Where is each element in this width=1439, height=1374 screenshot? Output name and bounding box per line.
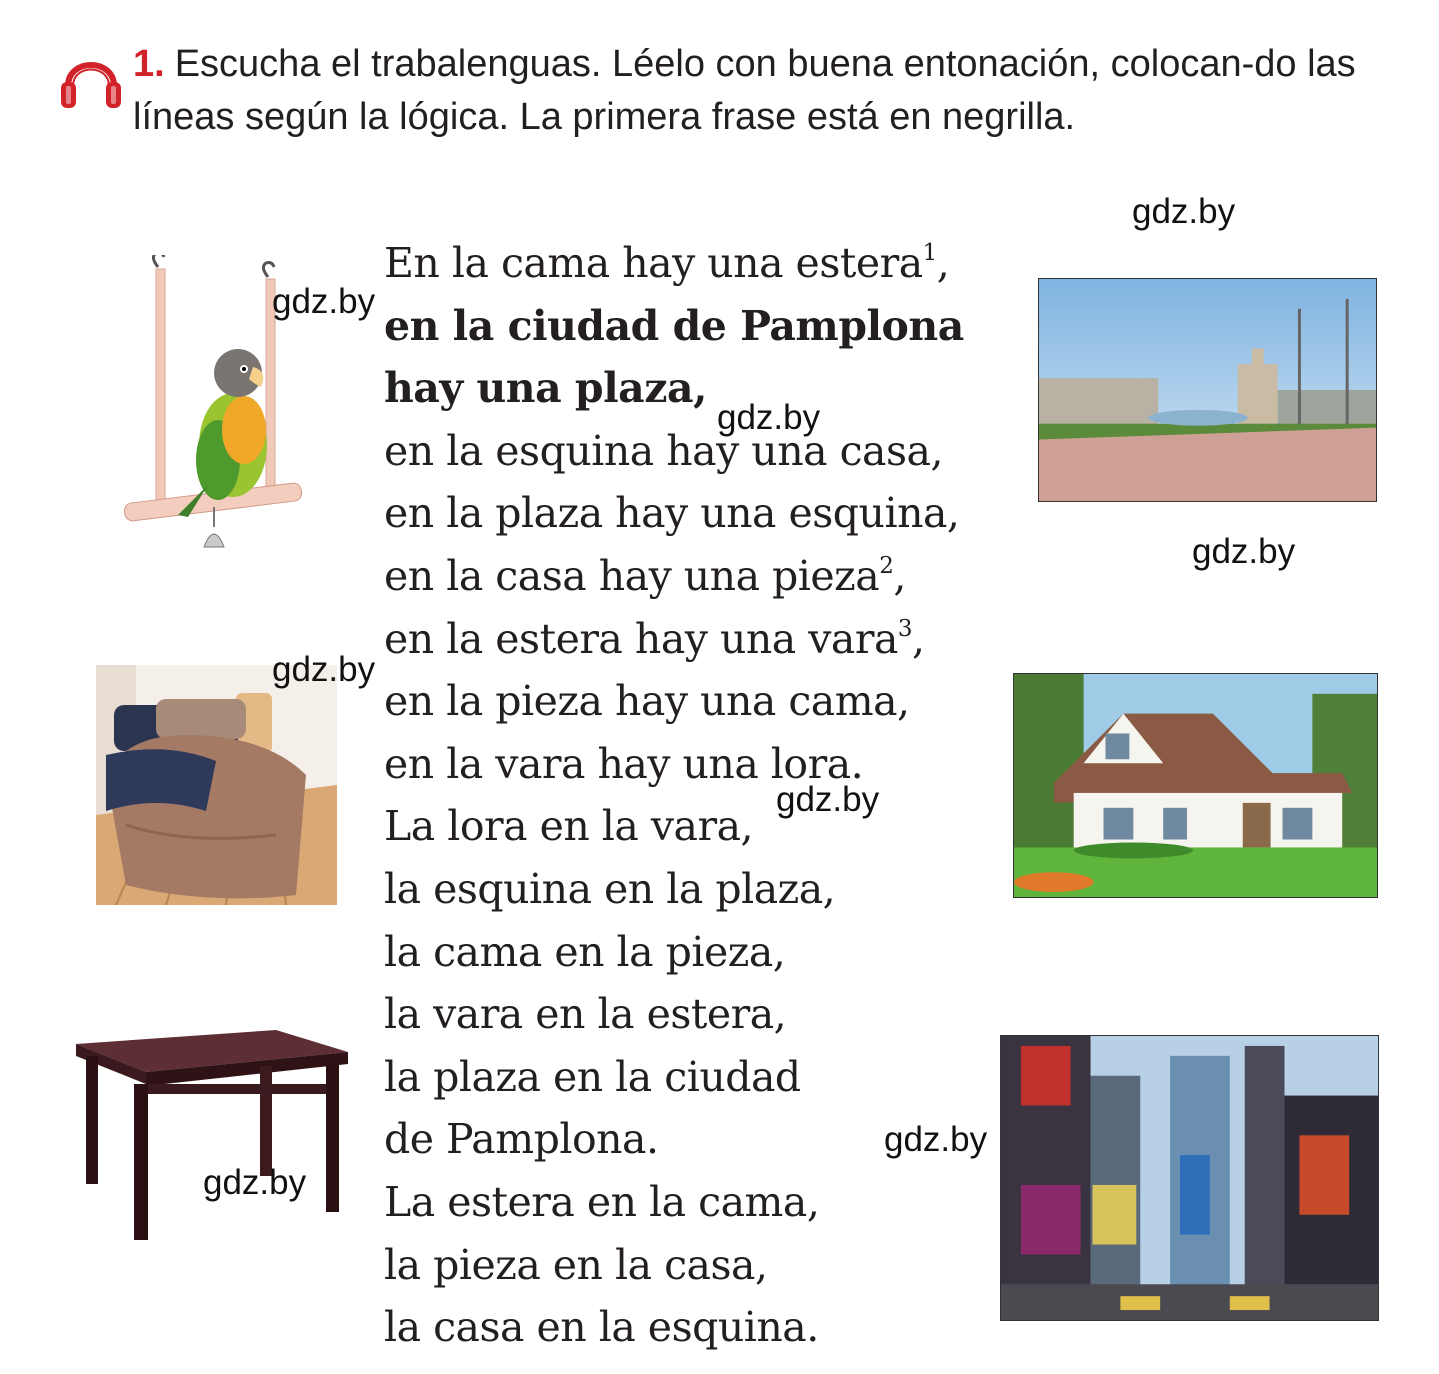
tongue-twister-poem	[384, 232, 1024, 1359]
poem-line	[384, 1296, 1024, 1359]
poem-line-text: la vara en la estera,	[384, 990, 787, 1039]
poem-line-text: la casa en la esquina.	[384, 1303, 819, 1352]
poem-line	[384, 733, 1024, 796]
poem-line	[384, 670, 1024, 733]
poem-line-text: En la cama hay una estera	[384, 239, 923, 287]
poem-line	[384, 232, 1024, 295]
poem-line	[384, 357, 1024, 420]
poem-line-punctuation: ,	[912, 614, 925, 663]
poem-line	[384, 420, 1024, 483]
poem-line-text: la cama en la pieza,	[384, 927, 786, 976]
poem-line-text: en la casa hay una pieza	[384, 551, 880, 600]
poem-line-text: en la ciudad de Pamplona	[384, 301, 964, 350]
watermark: gdz.by	[1192, 532, 1296, 571]
task-instruction	[133, 38, 1393, 144]
watermark: gdz.by	[272, 282, 376, 321]
poem-line-text: la pieza en la casa,	[384, 1240, 768, 1289]
poem-line-text: en la estera hay una vara	[384, 614, 898, 663]
watermark: gdz.by	[272, 650, 376, 689]
poem-line-text: en la esquina hay una casa,	[384, 426, 943, 475]
watermark: gdz.by	[884, 1120, 988, 1159]
watermark: gdz.by	[776, 780, 880, 819]
footnote-marker: 1	[922, 240, 937, 266]
bed-image	[96, 665, 337, 905]
poem-line-text: en la plaza hay una esquina,	[384, 489, 960, 538]
instruction-text: Escucha el trabalenguas. Léelo con buena entonación, colocan-do las líneas según la lógica. La primera frase está en negrilla.	[133, 43, 1356, 138]
poem-line-text: La estera en la cama,	[384, 1177, 820, 1226]
poem-line	[384, 482, 1024, 545]
poem-line	[384, 858, 1024, 921]
poem-line-text: La lora en la vara,	[384, 802, 754, 851]
house-photo	[1013, 673, 1378, 898]
task-number: 1.	[133, 43, 165, 85]
footnote-marker: 2	[879, 552, 894, 579]
watermark: gdz.by	[1132, 192, 1236, 231]
poem-line-punctuation: ,	[893, 551, 906, 600]
poem-line-text: en la pieza hay una cama,	[384, 677, 910, 726]
poem-line-text: la esquina en la plaza,	[384, 864, 836, 913]
poem-line	[384, 921, 1024, 984]
headphones-icon[interactable]	[58, 46, 124, 110]
poem-line	[384, 795, 1024, 858]
poem-line	[384, 1171, 1024, 1234]
city-street-photo	[1000, 1035, 1379, 1321]
watermark: gdz.by	[203, 1163, 307, 1202]
poem-line	[384, 1234, 1024, 1297]
poem-line-text: en la vara hay una lora.	[384, 739, 864, 788]
poem-line	[384, 1046, 1024, 1109]
watermark: gdz.by	[717, 398, 821, 437]
poem-line-text: hay una plaza,	[384, 364, 707, 413]
poem-line	[384, 295, 1024, 358]
poem-line	[384, 545, 1024, 608]
table-image	[76, 1030, 351, 1242]
poem-line-text: la plaza en la ciudad	[384, 1052, 801, 1101]
poem-line	[384, 983, 1024, 1046]
footnote-marker: 3	[897, 615, 913, 642]
plaza-photo	[1038, 278, 1377, 502]
poem-line-punctuation: ,	[936, 239, 950, 287]
poem-line-text: de Pamplona.	[384, 1115, 659, 1164]
poem-line	[384, 608, 1024, 671]
